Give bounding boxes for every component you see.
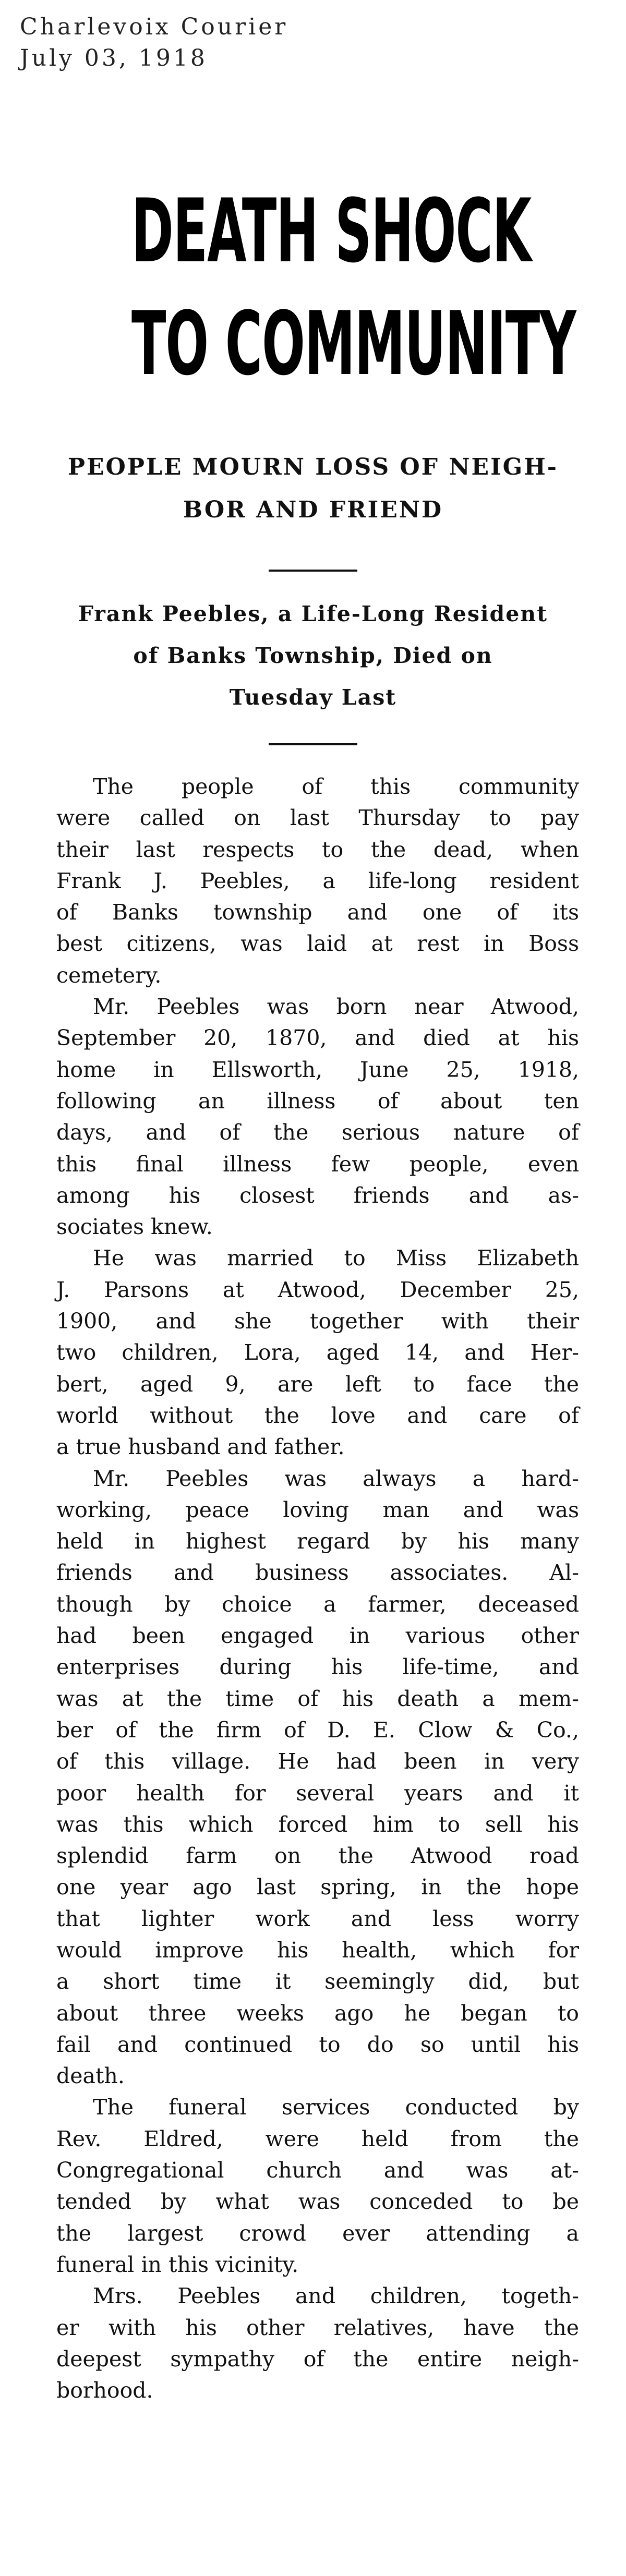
article-line: would improve his health, which for	[56, 1937, 579, 1963]
article-line: Mr. Peebles was born near Atwood,	[93, 994, 579, 1020]
article-line: He was married to Miss Elizabeth	[93, 1245, 579, 1271]
article-line: enterprises during his life-time, and	[56, 1654, 579, 1680]
article-line: Congregational church and was at-	[56, 2158, 579, 2183]
article-line: splendid farm on the Atwood road	[56, 1843, 579, 1869]
article-line: the largest crowd ever attending a	[56, 2220, 579, 2246]
article-line: Frank J. Peebles, a life-long resident	[56, 868, 579, 893]
article-line: though by choice a farmer, deceased	[56, 1591, 579, 1617]
subheadline-line-2: BOR AND FRIEND	[183, 497, 443, 523]
subheadline-line-1: PEOPLE MOURN LOSS OF NEIGH-	[67, 454, 559, 480]
article-line: of this village. He had been in very	[56, 1749, 579, 1774]
article-line: friends and business associates. Al-	[56, 1560, 579, 1586]
article-line: a true husband and father.	[56, 1434, 345, 1460]
article-line: best citizens, was laid at rest in Boss	[56, 931, 579, 957]
article-line: 1900, and she together with their	[56, 1309, 579, 1334]
article-line: of Banks township and one of its	[56, 900, 579, 925]
headline	[0, 175, 626, 400]
headline-line-1: DEATH SHOCK	[131, 180, 532, 282]
article-line: Mr. Peebles was always a hard-	[93, 1466, 579, 1491]
article-line: among his closest friends and as-	[56, 1182, 579, 1208]
article-line: bert, aged 9, are left to face the	[56, 1371, 579, 1397]
article-line: tended by what was conceded to be	[56, 2189, 579, 2215]
deck-line-3: Tuesday Last	[229, 685, 397, 710]
source-info	[20, 11, 288, 74]
article-line: er with his other relatives, have the	[56, 2315, 579, 2340]
article-line: cemetery.	[56, 962, 162, 988]
article-body	[56, 771, 579, 2406]
subheadline	[31, 446, 595, 531]
publication-date: July 03, 1918	[20, 45, 208, 71]
article-line: about three weeks ago he began to	[56, 2000, 579, 2026]
article-line: this final illness few people, even	[56, 1151, 579, 1177]
article-line: The funeral services conducted by	[93, 2095, 579, 2120]
article-line: The people of this community	[93, 774, 579, 799]
article-line: world without the love and care of	[56, 1402, 579, 1428]
divider-rule	[269, 570, 357, 572]
article-line: their last respects to the dead, when	[56, 837, 579, 862]
article-line: days, and of the serious nature of	[56, 1120, 579, 1145]
article-line: were called on last Thursday to pay	[56, 805, 579, 831]
article-line: home in Ellsworth, June 25, 1918,	[56, 1057, 579, 1082]
headline-line-2: TO COMMUNITY	[131, 293, 576, 395]
article-line: was at the time of his death a mem-	[56, 1686, 579, 1711]
article-line: one year ago last spring, in the hope	[56, 1874, 579, 1900]
article-line: two children, Lora, aged 14, and Her-	[56, 1340, 579, 1365]
article-line: working, peace loving man and was	[56, 1497, 579, 1522]
article-line: ber of the firm of D. E. Clow & Co.,	[56, 1717, 579, 1743]
divider-rule	[269, 743, 357, 745]
article-line: had been engaged in various other	[56, 1623, 579, 1649]
article-line: fail and continued to do so until his	[56, 2031, 579, 2057]
article-line: Rev. Eldred, were held from the	[56, 2126, 579, 2151]
article-line: borhood.	[56, 2378, 153, 2403]
article-line: was this which forced him to sell his	[56, 1811, 579, 1837]
article-line: following an illness of about ten	[56, 1088, 579, 1114]
article-line: that lighter work and less worry	[56, 1906, 579, 1931]
article-line: Mrs. Peebles and children, togeth-	[93, 2283, 579, 2309]
article-line: September 20, 1870, and died at his	[56, 1025, 579, 1051]
deck-line-1: Frank Peebles, a Life-Long Resident	[78, 601, 548, 626]
article-line: funeral in this vicinity.	[56, 2252, 299, 2277]
deck-headline	[47, 593, 579, 718]
article-line: deepest sympathy of the entire neigh-	[56, 2346, 579, 2372]
publication-name: Charlevoix Courier	[20, 14, 288, 40]
article-line: J. Parsons at Atwood, December 25,	[56, 1277, 579, 1302]
article-line: poor health for several years and it	[56, 1780, 579, 1806]
article-line: held in highest regard by his many	[56, 1529, 579, 1554]
deck-line-2: of Banks Township, Died on	[133, 643, 493, 668]
article-line: sociates knew.	[56, 1214, 213, 1240]
article-line: a short time it seemingly did, but	[56, 1969, 579, 1994]
article-line: death.	[56, 2063, 125, 2089]
